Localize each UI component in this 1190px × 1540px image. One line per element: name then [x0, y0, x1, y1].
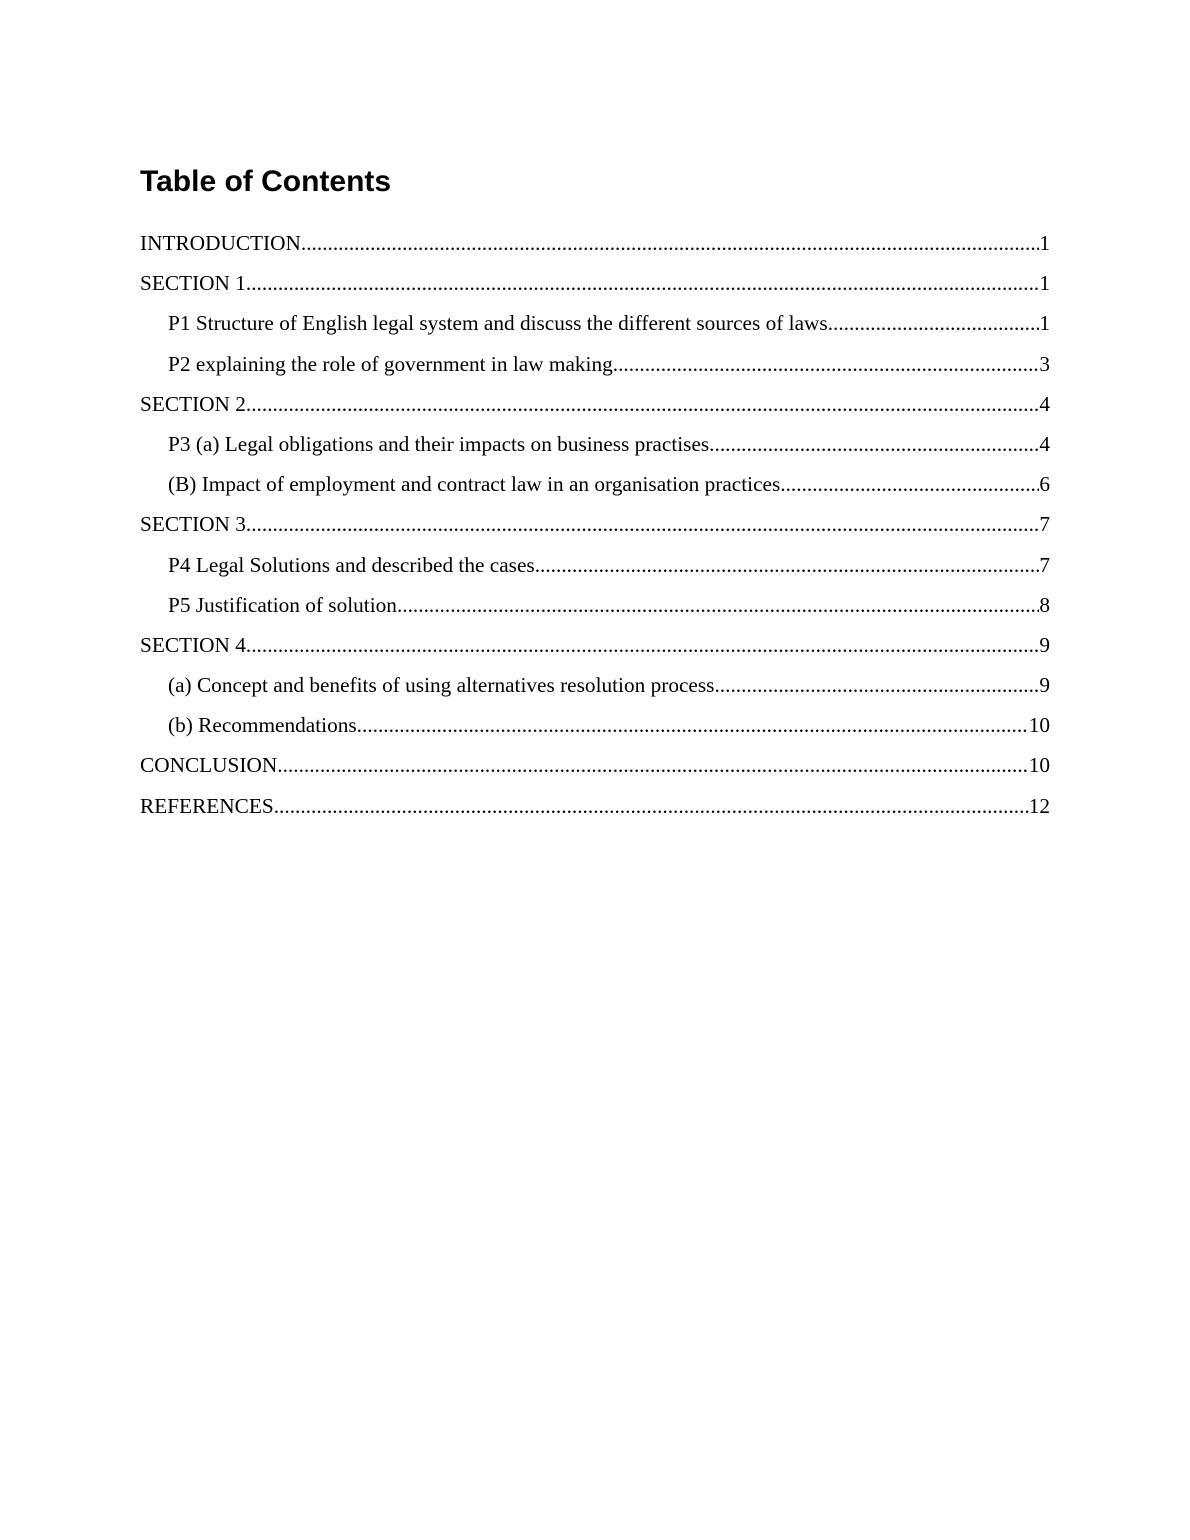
toc-entry-section-4-b[interactable] — [140, 708, 1050, 748]
toc-entry-title: INTRODUCTION — [140, 231, 301, 255]
toc-entry-section-3[interactable] — [140, 507, 1050, 547]
toc-page-number: 10 — [1028, 753, 1050, 778]
toc-page-number: 1 — [1039, 271, 1050, 296]
toc-heading: Table of Contents — [140, 165, 392, 198]
dot-leader — [301, 226, 1039, 260]
dot-leader — [715, 427, 1040, 461]
toc-page-number: 12 — [1028, 793, 1050, 818]
toc-entry-title: P3 (a) Legal obligations and their impacts on business practises. — [168, 431, 715, 456]
toc-page-number: 9 — [1039, 632, 1050, 657]
toc-entry-title: (a) Concept and benefits of using alternatives resolution process — [168, 673, 715, 698]
toc-page-number: 7 — [1039, 512, 1050, 537]
toc-entry-p2[interactable] — [140, 347, 1050, 387]
dot-leader — [714, 668, 1039, 702]
toc-page-number: 3 — [1039, 351, 1050, 376]
toc-page-number: 10 — [1028, 713, 1050, 738]
toc-page-number: 4 — [1039, 391, 1050, 416]
toc-entry-p3-b[interactable] — [140, 467, 1050, 507]
toc-entry-introduction[interactable] — [140, 226, 1050, 266]
dot-leader — [246, 387, 1039, 421]
toc-entry-title: SECTION 2 — [140, 391, 246, 416]
toc-entry-p3[interactable] — [140, 427, 1050, 467]
dot-leader — [786, 467, 1040, 501]
toc-page-number: 7 — [1039, 552, 1050, 577]
dot-leader — [535, 548, 1040, 582]
dot-leader — [613, 347, 1040, 381]
dot-leader — [397, 588, 1039, 622]
toc-entry-title: P2 explaining the role of government in law making — [168, 351, 613, 376]
toc-page-number: 9 — [1039, 673, 1050, 698]
toc-page-number: 1 — [1039, 311, 1050, 336]
dot-leader — [246, 507, 1039, 541]
toc-page-number: 8 — [1039, 592, 1050, 617]
toc-entry-title: P1 Structure of English legal system and discuss the different sources of laws — [168, 311, 828, 336]
toc-entry-p5[interactable] — [140, 588, 1050, 628]
toc-page-number: 4 — [1039, 431, 1050, 456]
table-of-contents — [140, 226, 1050, 829]
toc-entry-title: (b) Recommendations. — [168, 713, 362, 738]
toc-page-number: 6 — [1039, 472, 1050, 497]
toc-entry-title: SECTION 1 — [140, 271, 246, 296]
toc-entry-section-2[interactable] — [140, 387, 1050, 427]
toc-entry-section-4-a[interactable] — [140, 668, 1050, 708]
dot-leader — [274, 789, 1029, 823]
toc-entry-title: P5 Justification of solution — [168, 592, 397, 617]
dot-leader — [246, 266, 1039, 300]
toc-entry-title: REFERENCES — [140, 793, 274, 818]
dot-leader — [277, 748, 1028, 782]
toc-entry-section-1[interactable] — [140, 266, 1050, 306]
toc-entry-p1[interactable] — [140, 306, 1050, 346]
toc-page-number: 1 — [1039, 231, 1050, 255]
toc-entry-conclusion[interactable] — [140, 748, 1050, 788]
toc-entry-references[interactable] — [140, 789, 1050, 829]
toc-entry-title: P4 Legal Solutions and described the cases — [168, 552, 535, 577]
dot-leader — [828, 306, 1040, 340]
toc-entry-title: (B) Impact of employment and contract law in an organisation practices. — [168, 472, 786, 497]
dot-leader — [246, 628, 1039, 662]
toc-entry-title: SECTION 3 — [140, 512, 246, 537]
toc-entry-title: SECTION 4 — [140, 632, 246, 657]
dot-leader — [362, 708, 1029, 742]
toc-entry-title: CONCLUSION — [140, 753, 278, 778]
toc-entry-section-4[interactable] — [140, 628, 1050, 668]
toc-entry-p4[interactable] — [140, 548, 1050, 588]
